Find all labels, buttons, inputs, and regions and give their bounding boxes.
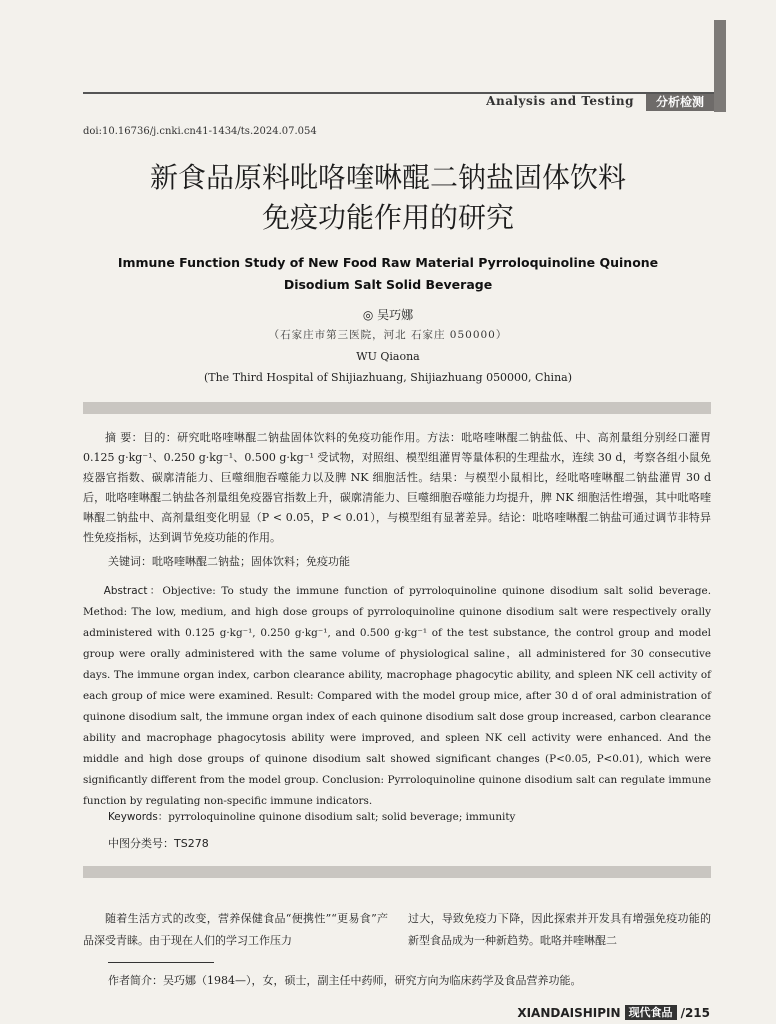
title-en-line-1: Immune Function Study of New Food Raw Material Pyrroloquinoline Quinone — [117, 255, 659, 270]
page-number: /215 — [680, 1005, 710, 1020]
side-bar-decoration — [714, 20, 726, 112]
journal-name: XIANDAISHIPIN — [517, 1005, 621, 1020]
journal-tag: 现代食品 — [625, 1005, 677, 1020]
clc-number: 中图分类号：TS278 — [108, 837, 209, 850]
abstract-en-label: Abstract： — [103, 585, 163, 597]
footnote-text: 吴巧娜（1984—），女，硕士，副主任中药师，研究方向为临床药学及食品营养功能。 — [163, 974, 582, 987]
body-column-2: 过大，导致免疫力下降，因此探索并开发具有增强免疫功能的新型食品成为一种新趋势。吡咯并喹啉醌二 — [408, 912, 711, 947]
section-tag: 分析检测 — [646, 94, 714, 111]
title-en — [0, 252, 776, 296]
author-footnote — [108, 972, 582, 988]
title-en-line-2: Disodium Salt Solid Beverage — [283, 277, 493, 292]
keywords-en — [108, 808, 515, 823]
page-footer — [517, 1005, 710, 1020]
keywords-en-label: Keywords： — [108, 811, 169, 823]
divider-band-bottom — [83, 866, 711, 878]
title-zh — [0, 158, 776, 238]
author-en: WU Qiaona — [356, 350, 420, 363]
divider-band-top — [83, 402, 711, 414]
abstract-zh-label: 摘 要： — [105, 431, 143, 444]
body-column-1: 随着生活方式的改变，营养保健食品“便携性”“更易食”产品深受青睐。由于现在人们的学习工作压力 — [83, 912, 388, 947]
section-title-en: Analysis and Testing — [486, 94, 634, 108]
doi: doi:10.16736/j.cnki.cn41-1434/ts.2024.07.054 — [83, 126, 317, 137]
affiliation-zh: （石家庄市第三医院，河北 石家庄 050000） — [268, 329, 508, 341]
abstract-en-text: Objective: To study the immune function of pyrroloquinoline quinone disodium salt solid beverage. Method: The low, medium, and high dose groups of pyrroloquinoline quinone disodium salt were respectively orally administered with 0.125 g·kg⁻¹, 0.250 g·kg⁻¹, and 0.500 g·kg⁻¹ of the test substance, the control group and model group were orally administered with the same volume of physiological saline，all administered for 30 consecutive days. The immune organ index, carbon clearance ability, macrophage phagocytic ability, and spleen NK cell activity of each group of mice were examined. Result: Compared with the model group mice, after 30 d of oral administration of quinone disodium salt, the immune organ index of each quinone disodium salt dose group increased, carbon clearance ability and macrophage phagocytosis ability were improved, and spleen NK cell activity were enhanced. And the middle and high dose groups of quinone disodium salt showed significant changes (P<0.05, P<0.01), which were significantly different from the model group. Conclusion: Pyrroloquinoline quinone disodium salt can regulate immune function by regulating non-specific immune indicators. — [83, 585, 711, 807]
author-zh: ◎ 吴巧娜 — [362, 308, 414, 322]
keywords-zh-text: 吡咯喹啉醌二钠盐；固体饮料；免疫功能 — [152, 555, 350, 568]
abstract-en — [83, 581, 711, 812]
keywords-en-text: pyrroloquinoline quinone disodium salt; solid beverage; immunity — [168, 811, 516, 823]
footnote-rule — [108, 962, 214, 963]
keywords-zh — [108, 553, 350, 569]
title-zh-line-2: 免疫功能作用的研究 — [261, 201, 514, 234]
footnote-label: 作者简介： — [108, 974, 163, 987]
abstract-zh-text: 目的：研究吡咯喹啉醌二钠盐固体饮料的免疫功能作用。方法：吡咯喹啉醌二钠盐低、中、高剂量组分别经口灌胃 0.125 g·kg⁻¹、0.250 g·kg⁻¹、0.500 g·kg⁻¹ 受试物，对照组、模型组灌胃等量体积的生理盐水，连续 30 d，考察各组小鼠免疫器官指数、碳廓清能力、巨噬细胞吞噬能力以及脾 NK 细胞活性。结果：与模型小鼠相比，经吡咯喹啉醌二钠盐灌胃 30 d 后，吡咯喹啉醌二钠盐各剂量组免疫器官指数上升，碳廓清能力、巨噬细胞吞噬能力均提升，脾 NK 细胞活性增强，其中吡咯喹啉醌二钠盐中、高剂量组变化明显（P < 0.05，P < 0.01），与模型组有显著差异。结论：吡咯喹啉醌二钠盐可通过调节非特异性免疫指标，达到调节免疫功能的作用。 — [83, 431, 711, 544]
abstract-zh — [83, 428, 711, 548]
keywords-zh-label: 关键词： — [108, 555, 152, 568]
affiliation-en: (The Third Hospital of Shijiazhuang, Shijiazhuang 050000, China) — [203, 371, 573, 384]
title-zh-line-1: 新食品原料吡咯喹啉醌二钠盐固体饮料 — [149, 161, 626, 194]
